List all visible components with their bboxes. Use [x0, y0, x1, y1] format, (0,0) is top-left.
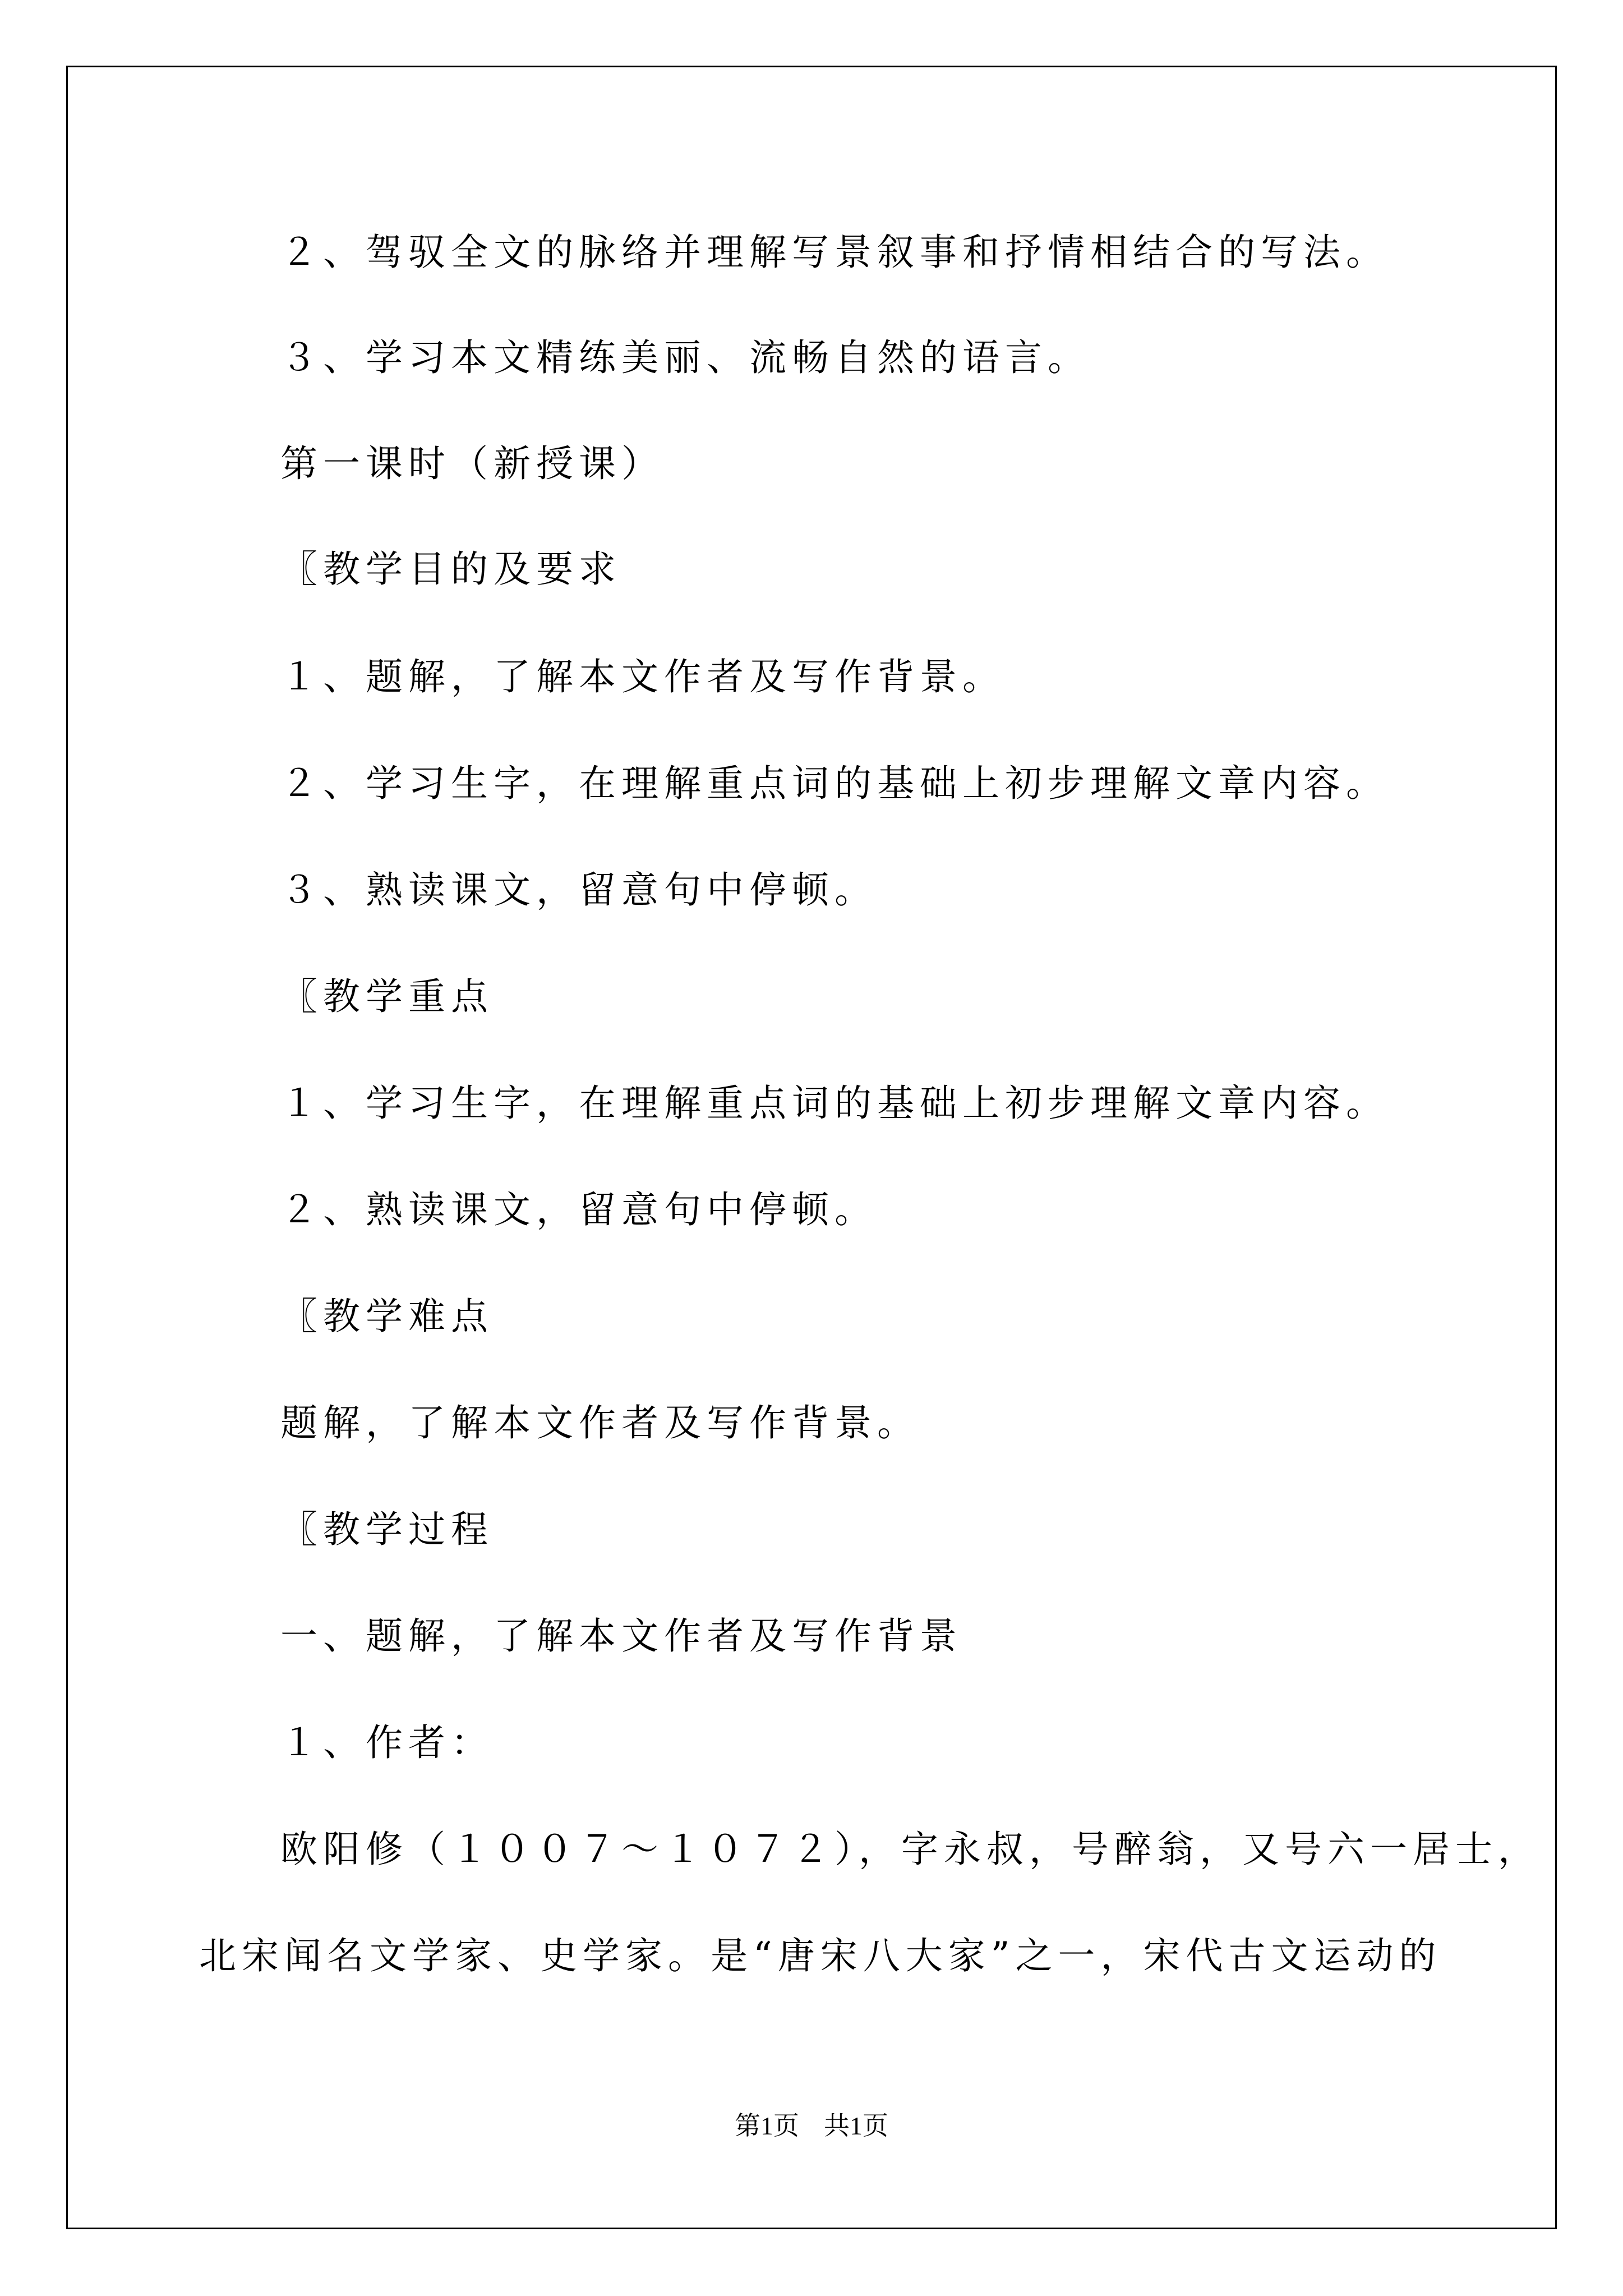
paragraph-objective-3: ３、学习本文精练美丽、流畅自然的语言。 [280, 336, 1090, 379]
paragraph-author-bio-2: 北宋闻名文学家、史学家。是“唐宋八大家”之一，宋代古文运动的 [199, 1934, 1442, 1977]
heading-teaching-process: 〖教学过程 [280, 1508, 494, 1551]
heading-first-lesson: 第一课时（新授课） [280, 442, 664, 485]
paragraph-goal-3: ３、熟读课文，留意句中停顿。 [280, 868, 877, 912]
paragraph-goal-1: １、题解，了解本文作者及写作背景。 [280, 655, 1005, 698]
paragraph-section-1: 一、题解，了解本文作者及写作背景 [280, 1614, 962, 1658]
paragraph-author-label: １、作者： [280, 1721, 494, 1764]
page-footer [0, 2110, 1623, 2142]
page-number: 第1页 [735, 2111, 799, 2140]
heading-difficulties: 〖教学难点 [280, 1295, 494, 1338]
heading-teaching-goals: 〖教学目的及要求 [280, 547, 621, 591]
page-total: 共1页 [824, 2111, 888, 2140]
paragraph-key-point-2: ２、熟读课文，留意句中停顿。 [280, 1188, 877, 1231]
paragraph-objective-2: ２、驾驭全文的脉络并理解写景叙事和抒情相结合的写法。 [280, 231, 1389, 274]
paragraph-key-point-1: １、学习生字，在理解重点词的基础上初步理解文章内容。 [280, 1082, 1389, 1125]
page-frame [66, 66, 1557, 2229]
paragraph-difficulty: 题解，了解本文作者及写作背景。 [280, 1401, 920, 1444]
heading-key-points: 〖教学重点 [280, 975, 494, 1018]
paragraph-goal-2: ２、学习生字，在理解重点词的基础上初步理解文章内容。 [280, 762, 1389, 805]
paragraph-author-bio-1: 欧阳修（１００７～１０７２），字永叔，号醉翁，又号六一居士， [280, 1828, 1541, 1871]
